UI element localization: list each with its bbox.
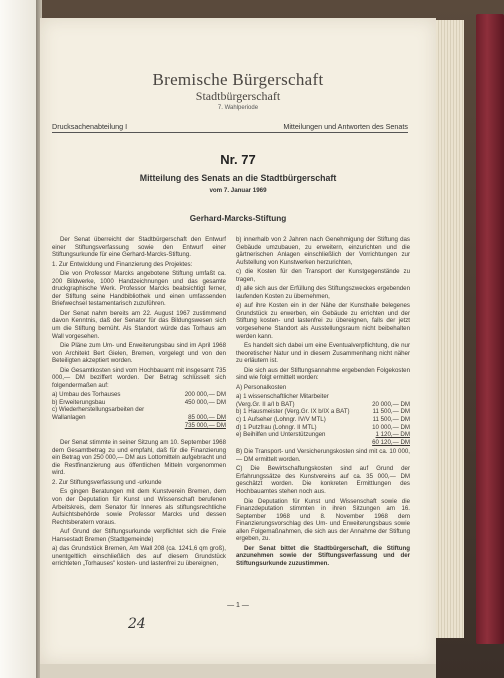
staff-row <box>236 393 410 408</box>
staff-row <box>236 416 410 424</box>
list-item: e) auf ihre Kosten ein in der Nähe der Kunsthalle belegenes Grundstück zu erwerben, ein Gebäude zu errichten und der Stiftung kosten- und lastenfrei zu übereignen, falls der jetzt vorgesehene Standort als Ausstellungsraum nicht beibehalten werden kann. <box>236 302 410 340</box>
binder-cover-edge <box>476 14 504 644</box>
masthead-period: 7. Wahlperiode <box>217 105 259 111</box>
paragraph: Der Senat überreicht der Stadtbürgerschaft den Entwurf einer Stiftungsverfassung sowie den Entwurf einer Stiftungsurkunde für eine Gerhard-Marcks-Stiftung. <box>52 236 226 259</box>
paragraph: Die Deputation für Kunst und Wissenschaft sowie die Finanzdeputation stimmten in ihren Sitzungen am 16. September 1968 und 8. November 1968 dem Finanzierungsvorschlag des Um- und Erweiterungsbaus sowie allen Folgemaßnahmen, die sich aus der Annahme der Stiftung ergeben, zu. <box>236 497 410 543</box>
staff-label: e) Beihilfen und Unterstützungen <box>236 431 326 439</box>
paragraph: Die Gesamtkosten sind vom Hochbauamt mit insgesamt 735 000,— DM beziffert worden. Der Betrag schlüsselt sich folgendermaßen auf: <box>52 366 226 389</box>
cost-label: c) Wiederherstellungsarbeiten der Wallanlagen <box>52 406 145 422</box>
staff-row <box>236 408 410 416</box>
list-item: a) das Grundstück Bremen, Am Wall 208 (ca. 1241,6 qm groß), unentgeltlich einschließlich des auf diesem Grundstück errichteten „Torhauses" kosten- und lastenfrei zu übereignen, <box>52 545 226 568</box>
masthead-subtitle: Stadtbürgerschaft <box>195 89 281 103</box>
paragraph: Der Senat nahm bereits am 22. August 1967 zustimmend davon Kenntnis, daß der Senator für das Bildungswesen sich um die Stiftung bemüht. Als Standort würde das Torhaus am Wall vorgesehen. <box>52 309 226 340</box>
masthead-title: Bremische Bürgerschaft <box>152 70 324 89</box>
staff-total-row <box>236 439 410 447</box>
paragraph: Auf Grund der Stiftungsurkunde verpflichtet sich die Freie Hansestadt Bremen (Stadtgemeinde) <box>52 528 226 543</box>
paragraph: Es gingen Beratungen mit dem Kunstverein Bremen, dem von der Deputation für Kunst und Wissenschaft berufenen Arbeitskreis, dem Senator für Inneres als stiftungsrechtliche Aufsichtsbehörde sowie Professor Marcks und dessen Rechtsberatern voraus. <box>52 488 226 526</box>
staff-amount: 1 120,— DM <box>375 431 410 439</box>
cost-total: 735 000,— DM <box>184 421 226 429</box>
cost-row <box>52 406 226 421</box>
header-rule <box>52 132 408 133</box>
staff-row <box>236 431 410 439</box>
cost-label: b) Erweiterungsbau <box>52 398 106 406</box>
document-date: vom 7. Januar 1969 <box>209 187 267 194</box>
paragraph: C) Die Bewirtschaftungskosten sind auf Grund der Erfahrungssätze des Kunstvereins auf ca. 35 000,— DM geschätzt worden. Die konkreten Ermittlungen des Hochbauamtes stehen noch aus. <box>236 465 410 495</box>
subheading: 1. Zur Entwicklung und Finanzierung des Projektes: <box>52 260 193 268</box>
header-left: Drucksachenabteilung I <box>52 122 128 131</box>
closing-request: Der Senat bittet die Stadtbürgerschaft, die Stiftung anzunehmen sowie der Stiftungsverfassung und der Stiftungsurkunde zuzustimmen. <box>236 544 410 567</box>
document-title: Mitteilung des Senats an die Stadtbürgerschaft <box>139 173 337 183</box>
document-number: Nr. 77 <box>220 152 256 167</box>
cost-row <box>52 391 226 399</box>
cost-total-row <box>52 422 226 430</box>
staff-label: a) 1 wissenschaftlicher Mitarbeiter (Verg.Gr. II a/I b BAT) <box>236 393 329 408</box>
subheading: A) Personalkosten <box>236 383 287 391</box>
header-right: Mitteilungen und Antworten des Senats <box>283 122 408 131</box>
paragraph: Die von Professor Marcks angebotene Stiftung umfaßt ca. 200 Bildwerke, 1000 Handzeichnungen und das gesamte druckgraphische Werk. Professor Marcks beabsichtigt ferner, der Stiftung seine Handbibliothek und einen umfassenden Briefwechsel testamentarisch zuzuführen. <box>52 270 226 308</box>
facing-page <box>0 0 40 678</box>
section-heading: Gerhard-Marcks-Stiftung <box>189 214 287 223</box>
cost-amount: 200 000,— DM <box>184 391 226 399</box>
cost-amount: 450 000,— DM <box>184 398 226 406</box>
paragraph: Der Senat stimmte in seiner Sitzung am 10. September 1968 dem Gesamtbetrag zu und empfahl, daß für die Finanzierung ein Betrag von 250 000,— DM aus Lottomitteln aufgebracht und die Restfinanzierung aus öffentlichen Mitteln vorgenommen wird. <box>52 439 226 477</box>
paragraph: Die Pläne zum Um- und Erweiterungsbau sind im April 1968 von Architekt Bert Gielen, Bremen, vorgelegt und von den Beteiligten akzeptiert worden. <box>52 342 226 365</box>
staff-label: d) 1 Putzfrau (Lohngr. II MTL) <box>236 423 317 431</box>
cost-row <box>52 399 226 407</box>
list-item: c) die Kosten für den Transport der Kunstgegenstände zu tragen, <box>236 268 410 283</box>
paragraph: Die sich aus der Stiftungsannahme ergebenden Folgekosten sind wie folgt ermittelt worden: <box>236 366 410 382</box>
cost-amount: 85 000,— DM <box>188 414 226 422</box>
staff-label: c) 1 Aufseher (Lohngr. IV/V MTL) <box>236 416 326 424</box>
list-item: b) innerhalb von 2 Jahren nach Genehmigung der Stiftung das Gebäude umzubauen, zu erweitern, einzurichten und die gärtnerischen Anlagen einschließlich der Vorrichtungen zur Aufstellung von Kunstwerken herzurichten, <box>236 236 410 266</box>
staff-amount: 20 000,— DM <box>372 400 410 408</box>
staff-label: b) 1 Hausmeister (Verg.Gr. IX b/IX a BAT) <box>236 408 350 416</box>
staff-amount: 10 000,— DM <box>372 423 410 431</box>
cost-label: a) Umbau des Torhauses <box>52 391 121 399</box>
paragraph: Es handelt sich dabei um eine Eventualverpflichtung, die nur theoretischer Natur und in diesem Zusammenhang nicht näher zu erläutern ist. <box>236 342 410 365</box>
page-number: — 1 — <box>227 602 249 609</box>
staff-row <box>236 424 410 432</box>
staff-total: 60 120,— DM <box>372 438 410 446</box>
right-column <box>236 236 410 569</box>
page-bottom-shadow <box>40 664 436 678</box>
handwritten-note: 24 <box>128 616 146 632</box>
staff-amount: 11 500,— DM <box>372 416 410 424</box>
list-item: d) alle sich aus der Erfüllung des Stiftungszweckes ergebenden laufenden Kosten zu übernehmen, <box>236 285 410 300</box>
subheading: 2. Zur Stiftungsverfassung und -urkunde <box>52 478 162 486</box>
left-column <box>52 236 226 570</box>
document-page <box>40 18 436 664</box>
paragraph: B) Die Transport- und Versicherungskosten sind mit ca. 10 000,— DM ermittelt worden. <box>236 448 410 463</box>
staff-amount: 11 500,— DM <box>372 408 410 416</box>
